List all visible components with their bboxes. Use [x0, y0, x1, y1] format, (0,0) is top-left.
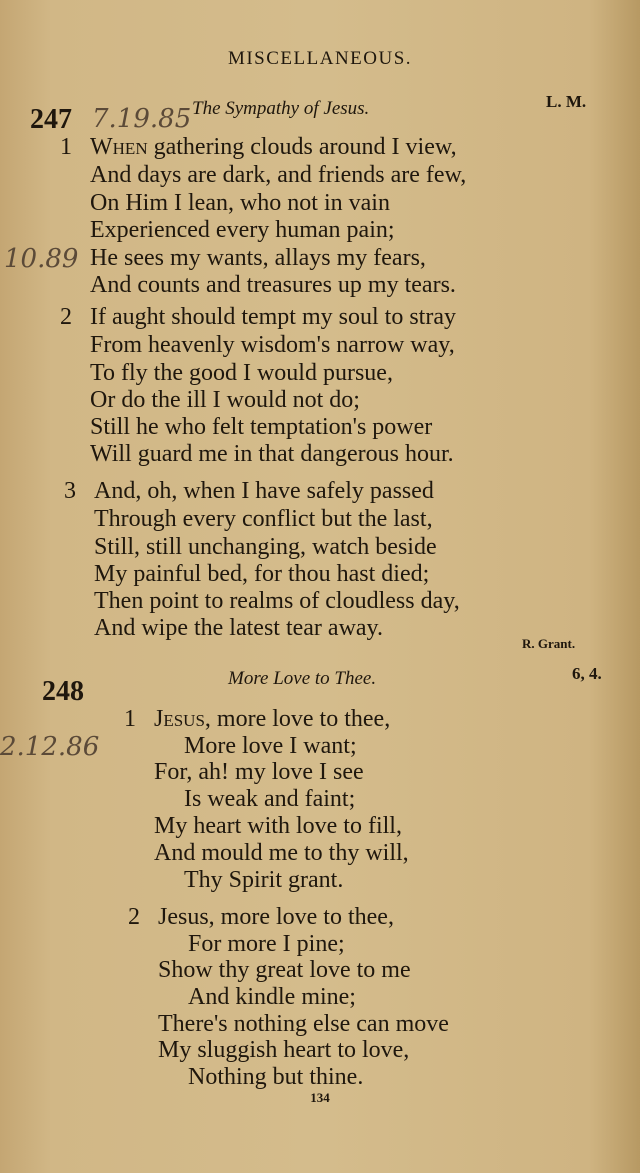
verse-247-3-line-2: Through every conflict but the last, [94, 506, 433, 532]
hymn-number-247: 247 [30, 104, 72, 135]
hymn-author-247: R. Grant. [522, 636, 576, 651]
verse-247-2-line-5: Still he who felt temptation's power [90, 414, 433, 440]
verse-247-3-line-5: Then point to realms of cloudless day, [94, 588, 460, 614]
verse-247-2-line-6: Will guard me in that dangerous hour. [90, 441, 454, 467]
verse-248-2-line-4: And kindle mine; [188, 984, 356, 1010]
verse-first-word: Jesus [154, 706, 205, 732]
verse-number: 2 [128, 904, 140, 930]
verse-248-2-line-2: For more I pine; [188, 931, 345, 957]
verse-number: 2 [60, 304, 72, 330]
hymn-meter-248: 6, 4. [572, 664, 602, 683]
verse-first-rest: , more love to thee, [204, 706, 391, 732]
verse-248-2-line-6: My sluggish heart to love, [158, 1037, 410, 1063]
verse-first-rest: gathering clouds around I view, [147, 134, 457, 160]
running-header: MISCELLANEOUS. [227, 48, 413, 69]
verse-247-2-line-1 [60, 304, 456, 331]
verse-248-2-line-1 [128, 904, 394, 931]
verse-247-2-line-2: From heavenly wisdom's narrow way, [90, 332, 455, 358]
margin-note-247: 10.89 [4, 244, 79, 274]
verse-247-3-line-6: And wipe the latest tear away. [94, 615, 383, 641]
handwritten-date-248: 2.12.86 [0, 732, 100, 762]
hymn-title-248: More Love to Thee. [228, 668, 377, 689]
verse-number: 3 [64, 478, 76, 504]
verse-247-2-line-4: Or do the ill I would not do; [90, 387, 360, 413]
verse-line-text: Jesus, more love to thee, [158, 904, 394, 930]
verse-248-1-line-7: Thy Spirit grant. [184, 867, 344, 893]
verse-247-1-line-3: On Him I lean, who not in vain [90, 190, 390, 216]
verse-248-1-line-2: More love I want; [184, 733, 357, 759]
verse-line-text: And, oh, when I have safely passed [94, 478, 434, 504]
hymn-number-248: 248 [42, 676, 84, 707]
verse-247-3-line-4: My painful bed, for thou hast died; [94, 561, 430, 587]
verse-248-2-line-3: Show thy great love to me [158, 957, 411, 983]
verse-248-1-line-4: Is weak and faint; [184, 786, 356, 812]
verse-248-2-line-7: Nothing but thine. [188, 1064, 364, 1090]
page-number: 134 [310, 1090, 330, 1105]
verse-247-1-line-2: And days are dark, and friends are few, [90, 162, 467, 188]
verse-248-1-line-6: And mould me to thy will, [154, 840, 409, 866]
verse-247-1-line-1 [60, 134, 457, 161]
verse-248-2-line-5: There's nothing else can move [158, 1011, 449, 1037]
verse-247-1-line-4: Experienced every human pain; [90, 217, 395, 243]
verse-number: 1 [60, 134, 72, 160]
verse-247-1-line-5: He sees my wants, allays my fears, [90, 245, 426, 271]
verse-number: 1 [124, 706, 136, 732]
verse-248-1-line-5: My heart with love to fill, [154, 813, 402, 839]
verse-247-1-line-6: And counts and treasures up my tears. [90, 272, 456, 298]
verse-line-text: If aught should tempt my soul to stray [90, 304, 456, 330]
verse-247-3-line-1 [64, 478, 434, 505]
handwritten-date-247: 7.19.85 [92, 104, 192, 134]
verse-248-1-line-3: For, ah! my love I see [154, 759, 364, 785]
hymn-title-247: The Sympathy of Jesus. [192, 98, 370, 119]
verse-247-3-line-3: Still, still unchanging, watch beside [94, 534, 437, 560]
verse-248-1-line-1 [124, 706, 390, 733]
verse-first-word: When [90, 134, 148, 160]
verse-247-2-line-3: To fly the good I would pursue, [90, 360, 393, 386]
hymn-meter-247: L. M. [546, 92, 587, 111]
